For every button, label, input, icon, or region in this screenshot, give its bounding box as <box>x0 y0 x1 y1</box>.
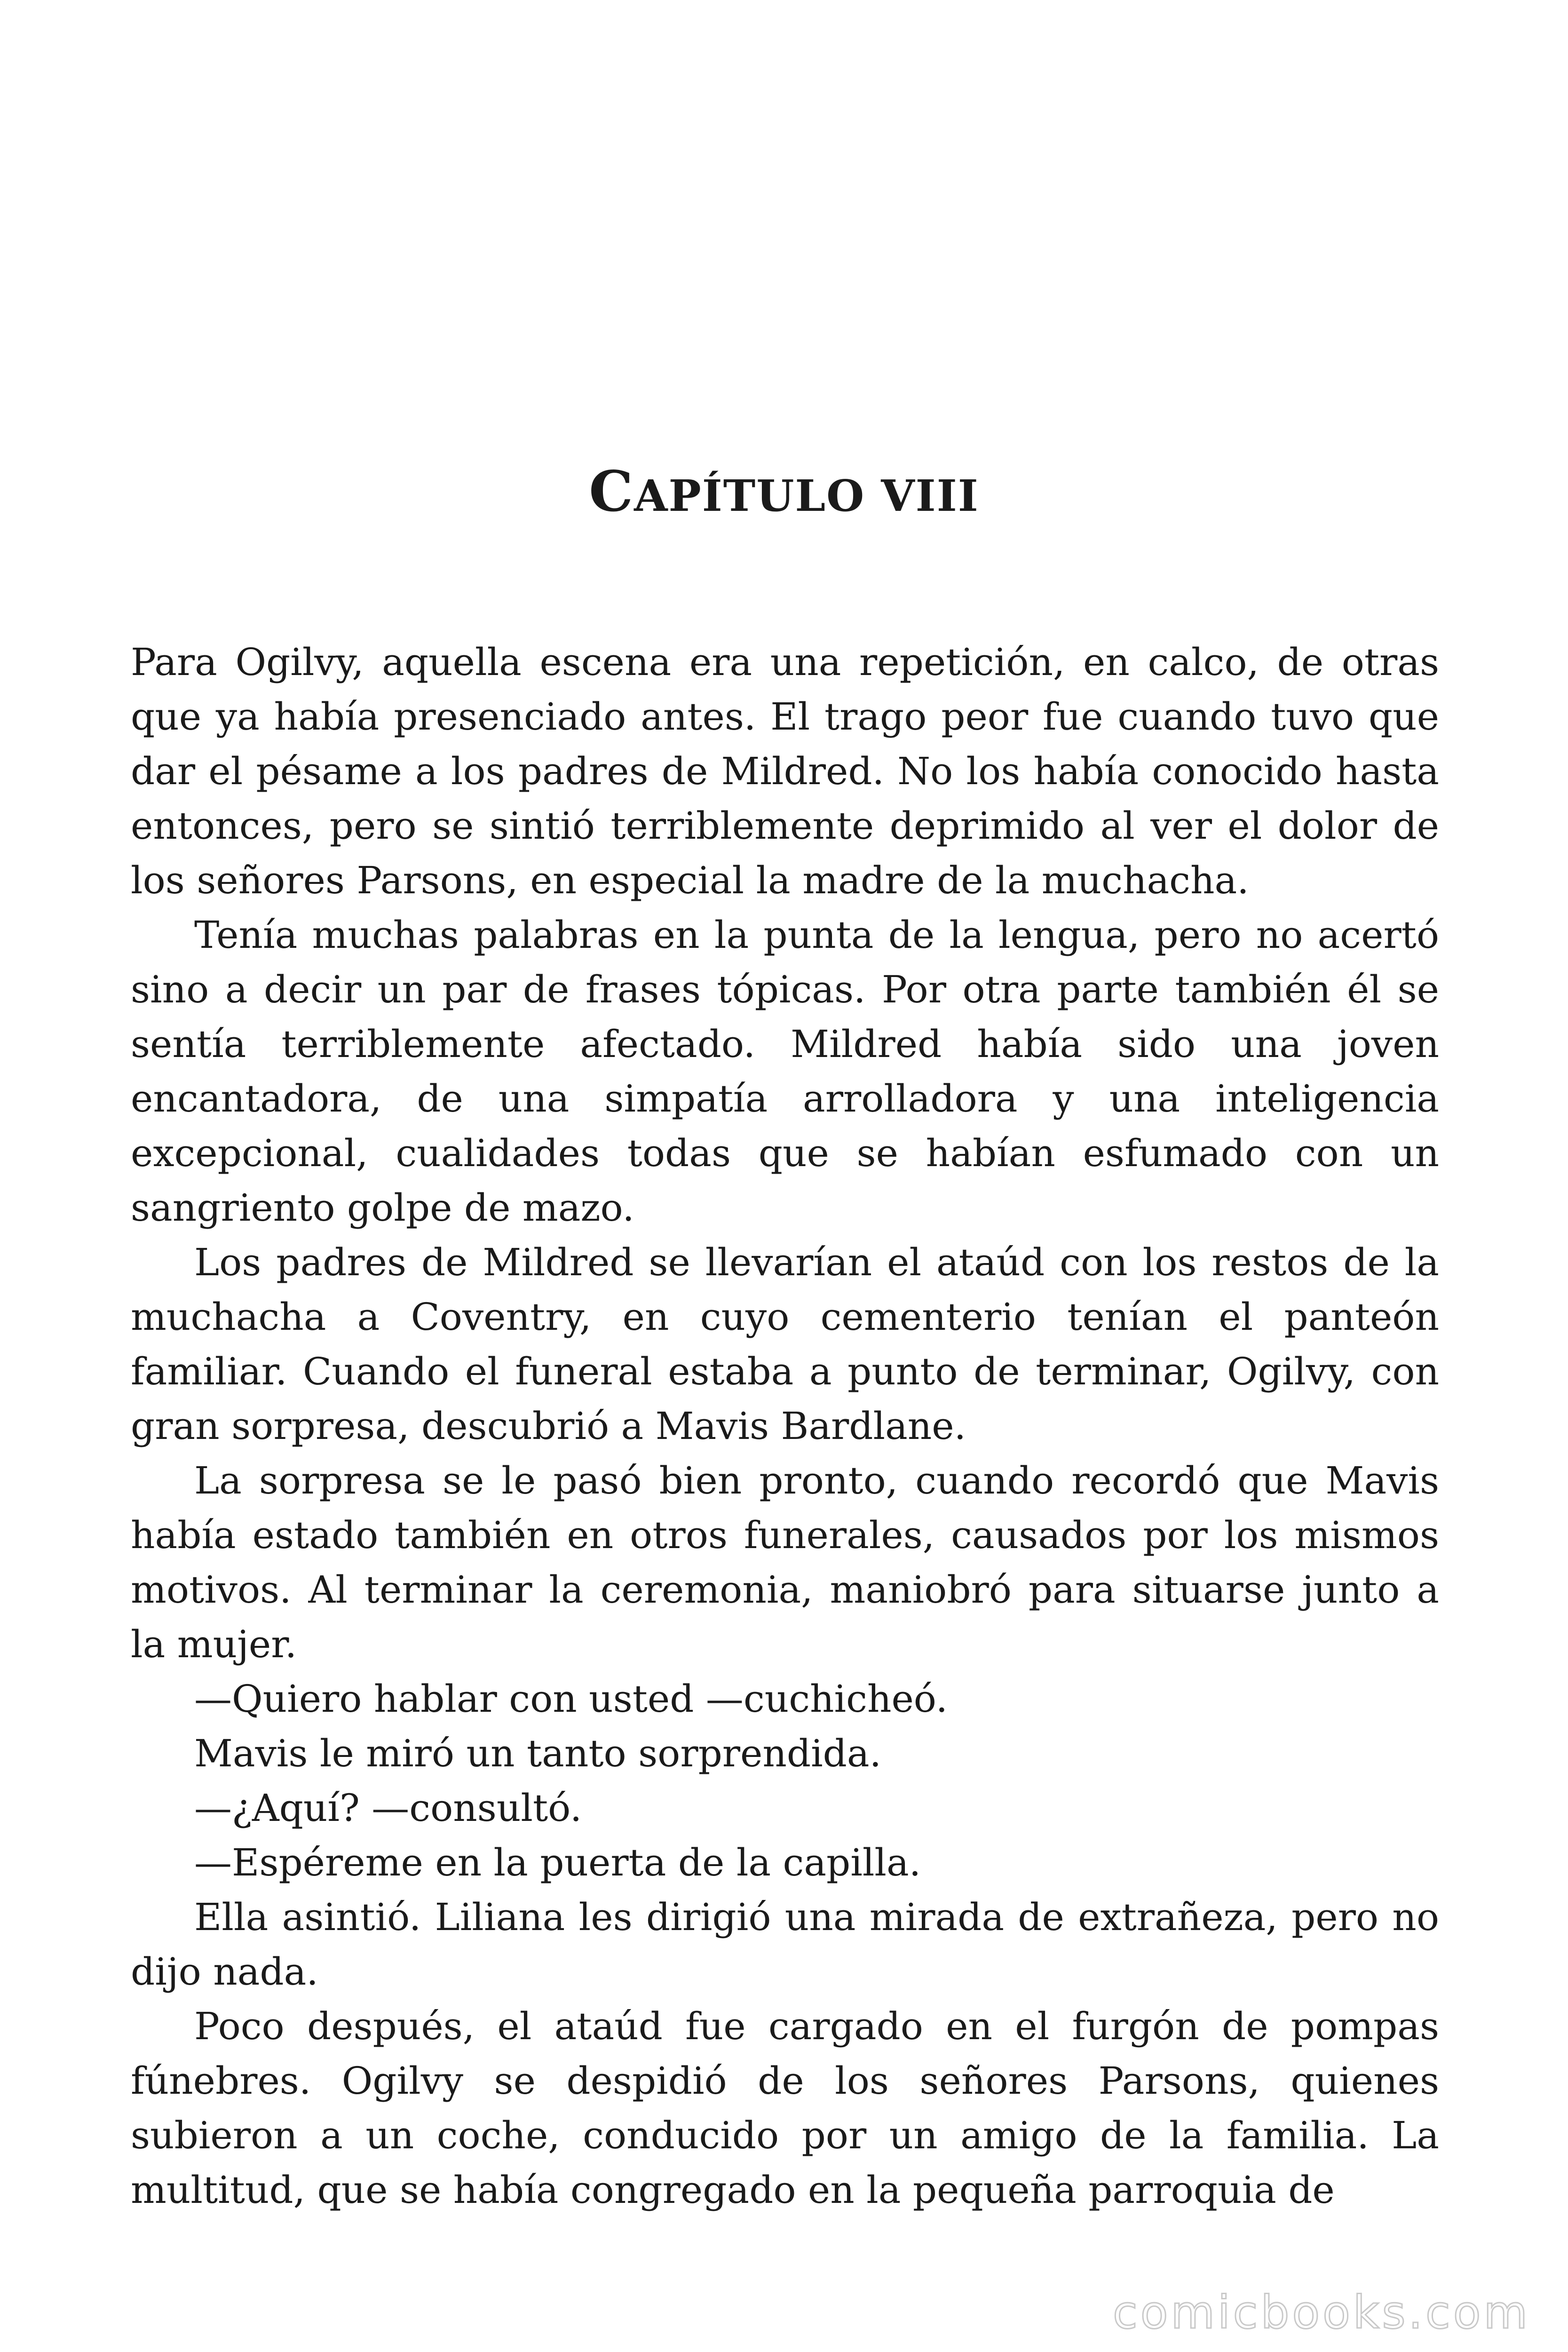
chapter-title <box>0 459 1568 524</box>
paragraph: —¿Aquí? —consultó. <box>194 1786 582 1830</box>
watermark: comicbooks.com <box>1112 2286 1530 2339</box>
paragraph: Mavis le miró un tanto sorprendida. <box>194 1732 882 1775</box>
paragraph: Para Ogilvy, aquella escena era una repetición, en calco, de otras que ya había presenciado antes. El trago peor fue cuando tuvo que dar el pésame a los padres de Mildred. No los había conocido hasta entonces, pero se sintió terriblemente deprimido al ver el dolor de los señores Parsons, en especial la madre de la muchacha. <box>131 640 1439 902</box>
paragraph: Los padres de Mildred se llevarían el ataúd con los restos de la muchacha a Coventry, en cuyo cementerio tenían el panteón familiar. Cuando el funeral estaba a punto de terminar, Ogilvy, con gran sorpresa, descubrió a Mavis Bardlane. <box>131 1240 1439 1448</box>
paragraph: —Espéreme en la puerta de la capilla. <box>194 1841 921 1884</box>
paragraph: Poco después, el ataúd fue cargado en el furgón de pompas fúnebres. Ogilvy se despidió de los señores Parsons, quienes subieron a un coche, conducido por un amigo de la familia. La multitud, que se había congregado en la pequeña parroquia de <box>131 2004 1439 2212</box>
paragraph: Ella asintió. Liliana les dirigió una mirada de extrañeza, pero no dijo nada. <box>131 1895 1439 1994</box>
paragraph: —Quiero hablar con usted —cuchicheó. <box>194 1677 948 1721</box>
paragraph: Tenía muchas palabras en la punta de la lengua, pero no acertó sino a decir un par de frases tópicas. Por otra parte también él se sentía terriblemente afectado. Mildred había sido una joven encantadora, de una simpatía arrolladora y una inteligencia excepcional, cualidades todas que se habían esfumado con un sangriento golpe de mazo. <box>131 913 1439 1230</box>
body-text <box>131 635 1439 2217</box>
chapter-title-initial: C <box>589 459 634 524</box>
paragraph: La sorpresa se le pasó bien pronto, cuando recordó que Mavis había estado también en otros funerales, causados por los mismos motivos. Al terminar la ceremonia, maniobró para situarse junto a la mujer. <box>131 1459 1439 1666</box>
chapter-title-rest: APÍTULO VIII <box>634 470 979 521</box>
